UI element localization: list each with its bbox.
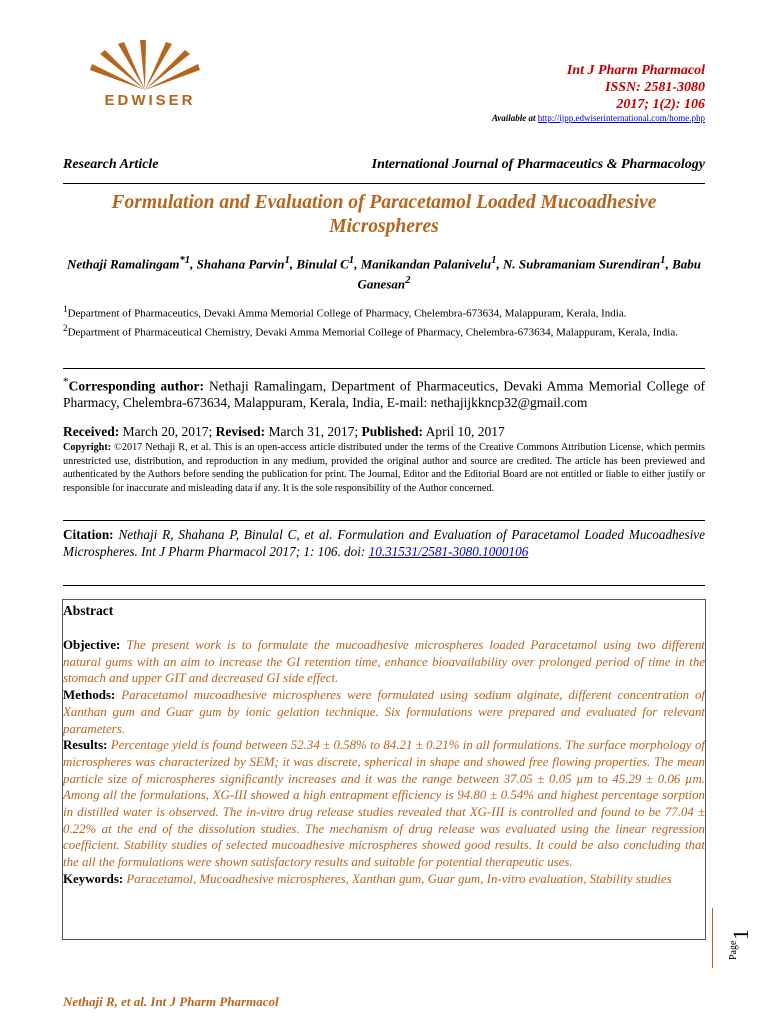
edwiser-rays-logo-icon [70,40,220,95]
objective-label: Objective: [63,638,121,652]
abstract-methods [63,687,705,737]
keywords-label: Keywords: [63,871,124,886]
author-sup: 1 [348,254,355,266]
available-label: Available at [491,113,536,123]
affiliation-text: Department of Pharmaceutics, Devaki Amma Memorial College of Pharmacy, Chelembra-673634, Malappuram, Kerala, India. [67,307,627,320]
page-number: 1 [728,929,753,940]
abstract-keywords [63,871,705,888]
citation [63,527,705,560]
received-date: March 20, 2017; [122,424,213,439]
logo-text: EDWISER [104,92,196,109]
results-label: Results: [63,738,108,753]
author-name: Binulal C [296,256,349,272]
article-title: Formulation and Evaluation of Paracetamol Loaded Mucoadhesive Microspheres [111,192,657,237]
corr-label: Corresponding author: [68,378,204,394]
revised-date: March 31, 2017; [268,424,359,439]
journal-abbrev: Int J Pharm Pharmacol [566,63,705,78]
objective-text: The present work is to formulate the mucoadhesive microspheres loaded Paracetamol using two different natural gums with an aim to increase the GI retention time, enhance bioavailability over prolonged period of time in the stomach and upper GIT and decreased GI side effect. [63,638,705,686]
journal-name: International Journal of Pharmaceutics & Pharmacology [371,157,705,172]
article-type: Research Article [63,157,159,172]
author-sup: 2 [405,274,411,287]
author-name: Babu Ganesan [357,256,701,292]
citation-top-divider [63,520,705,521]
abstract-results [63,737,705,871]
author-sup: 1 [660,254,666,266]
revised-label: Revised: [215,424,266,439]
author-name: Manikandan Palanivelu [360,256,492,272]
affiliation-sup: 2 [63,322,68,333]
author-name: Shahana Parvin [196,256,285,272]
copyright-text: ©2017 Nethaji R, et al. This is an open-access article distributed under the terms of the Creative Commons Attribution License, which permits unrestricted use, distribution, and reproduction in any medium, provided the original author and source are credited. The article has been previewed and authenticated by the Authors before sending the publication for print. The Journal, Editor and the Editorial Board are not entitled or liable to either justify or responsible for inaccurate and misleading data if any. It is the sole responsibility of the Author concerned. [63,442,705,494]
header-divider [63,183,705,184]
copyright-notice [63,441,705,495]
corresponding-author [63,374,705,412]
published-date: April 10, 2017 [425,424,505,439]
corr-sup: * [63,376,69,388]
affiliations [63,302,705,339]
affiliation-text: Department of Pharmaceutical Chemistry, Devaki Amma Memorial College of Pharmacy, Chelembra-673634, Malappuram, Kerala, India. [67,326,678,339]
methods-text: Paracetamol mucoadhesive microspheres were formulated using sodium alginate, different concentration of Xanthan gum and Guar gum by ionic gelation technique. Six formulations were prepared and evaluated for relevant parameters. [63,688,706,736]
author-list: Nethaji Ramalingam$^{*1}$, Shahana Parvin$^1$, Binulal $C^1$, Manikandan Palanivelu$^1$, N. Subramaniam Surendiran$^1$, Babu Ganesan$^2$ [67,254,701,292]
journal-issn: ISSN: 2581-3080 [605,80,705,95]
publisher-logo [70,40,220,115]
results-text: Percentage yield is found between 52.34 ± 0.58% to 84.21 ± 0.21% in all formulations. The surface morphology of microspheres was characterized by SEM; it was discrete, spherical in shape and showed free flowing properties. The mean particle size of microspheres significantly increases and it was the range between 37.05 ± 0.05 µm to 45.29 ± 0.06 µm. Among all the formulations, XG-III showed a high entrapment efficiency is 94.80 ± 0.54% and highest percentage sorption in distilled water is observed. The in-vitro drug release studies revealed that XG-III is controlled and found to be 77.04 ± 0.22% at the end of the dissolution studies. The mechanism of drug release was evaluated using the linear regression coefficient. Stability studies of selected mucoadhesive microspheres showed good results. It could be also concluding that the all the formulations were shown satisfactory results and suitable for potential therapeutic uses. [63,738,705,870]
citation-label: Citation: [63,527,114,542]
journal-home-link[interactable]: http://ijpp.edwiserinternational.com/home.php [537,113,705,123]
affiliation-divider [63,368,705,369]
available-at [492,113,705,123]
author-sup: 1 [491,254,497,266]
abstract-objective [63,637,705,687]
author-name: Nethaji Ramalingam [67,256,180,272]
published-label: Published: [361,424,423,439]
abstract-body [63,637,705,888]
footer-citation: Nethaji R, et al. Int J Pharm Pharmacol [63,994,279,1009]
citation-text: Nethaji R, Shahana P, Binulal C, et al. Formulation and Evaluation of Paracetamol Loaded Mucoadhesive Microspheres. Int J Pharm Pharmacol 2017; 1: 106. doi: [63,527,706,559]
journal-info [567,62,705,113]
doi-link[interactable]: 10.31531/2581-3080.1000106 [368,543,529,559]
abstract-heading: Abstract [63,603,114,618]
citation-bottom-divider [63,585,705,586]
methods-label: Methods: [63,688,116,703]
affiliation-sup: 1 [63,304,68,314]
author-sup: *1 [179,254,191,266]
author-name: N. Subramaniam Surendiran [503,256,661,272]
affiliation-item [63,321,705,340]
copyright-label: Copyright: [63,442,112,453]
corr-text: Nethaji Ramalingam, Department of Pharmaceutics, Devaki Amma Memorial College of Pharmacy, Chelembra-673634, Malappuram, Kerala, India, E-mail: nethajijkkncp32@gmail.com [63,378,705,410]
keywords-text: Paracetamol, Mucoadhesive microspheres, Xanthan gum, Guar gum, In-vitro evaluation, Stability studies [126,871,672,886]
page-label: Page [728,940,739,960]
affiliation-item [63,302,705,321]
journal-volume: 2017; 1(2): 106 [616,97,705,112]
article-dates [63,424,705,440]
received-label: Received: [63,424,120,439]
author-sup: 1 [284,254,290,266]
